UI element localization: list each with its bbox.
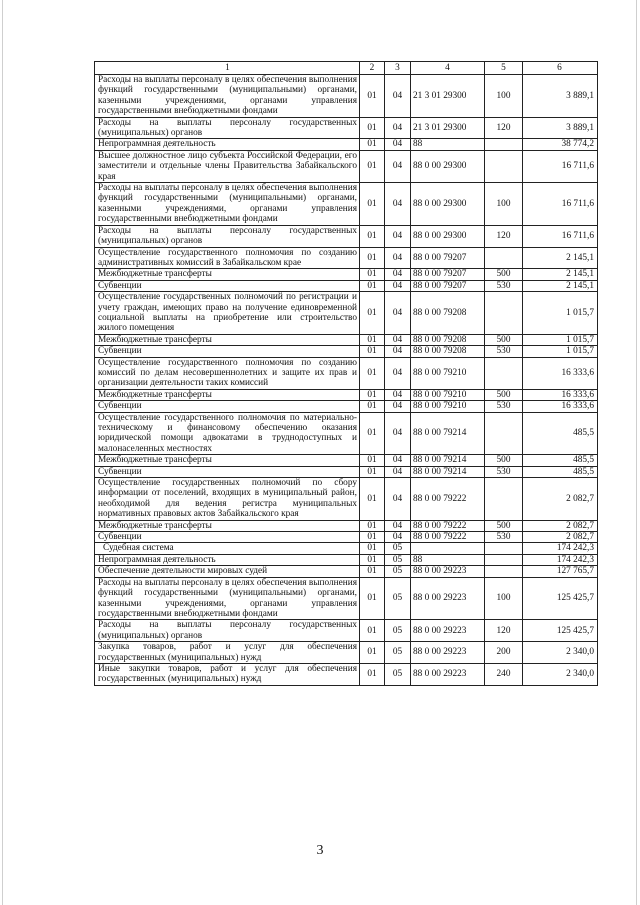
table-row	[95, 75, 598, 118]
expense-type-cell: 200	[485, 642, 523, 664]
table-row	[95, 642, 598, 664]
amount-cell: 125 425,7	[523, 620, 598, 642]
expense-type-cell: 530	[485, 346, 523, 357]
section-cell: 01	[360, 466, 385, 477]
section-cell: 01	[360, 139, 385, 150]
subsection-cell: 04	[385, 292, 411, 335]
target-item-cell: 88 0 00 79222	[411, 478, 485, 521]
header-cell: 5	[485, 62, 523, 75]
description-cell: Расходы на выплаты персоналу в целях обеспечения выполнения функций государственными (муниципальными) органами, казенными учреждениями, органами управления государственными внебюджетными фондами	[95, 183, 360, 226]
target-item-cell: 88 0 00 79214	[411, 466, 485, 477]
table-row	[95, 346, 598, 357]
target-item-cell: 88 0 00 29223	[411, 620, 485, 642]
table-row	[95, 554, 598, 565]
expense-type-cell: 500	[485, 269, 523, 280]
expense-type-cell: 500	[485, 389, 523, 400]
expense-type-cell: 530	[485, 280, 523, 291]
description-cell: Иные закупки товаров, работ и услуг для обеспечения государственных (муниципальных) нужд	[95, 663, 360, 685]
description-cell: Расходы на выплаты персоналу государственных (муниципальных) органов	[95, 117, 360, 139]
subsection-cell: 05	[385, 620, 411, 642]
section-cell: 01	[360, 543, 385, 554]
header-cell: 1	[95, 62, 360, 75]
target-item-cell: 88 0 00 79210	[411, 389, 485, 400]
table-row	[95, 401, 598, 412]
description-cell: Межбюджетные трансферты	[95, 269, 360, 280]
amount-cell: 16 333,6	[523, 357, 598, 389]
table-row	[95, 280, 598, 291]
section-cell: 01	[360, 75, 385, 118]
expense-type-cell	[485, 543, 523, 554]
description-cell: Субвенции	[95, 401, 360, 412]
subsection-cell: 04	[385, 334, 411, 345]
table-row	[95, 543, 598, 554]
amount-cell: 174 242,3	[523, 543, 598, 554]
section-cell: 01	[360, 478, 385, 521]
scan-edge-left	[2, 0, 3, 905]
section-cell: 01	[360, 566, 385, 577]
target-item-cell: 88 0 00 79210	[411, 401, 485, 412]
subsection-cell: 04	[385, 478, 411, 521]
description-cell: Субвенции	[95, 280, 360, 291]
description-cell: Высшее должностное лицо субъекта Российской Федерации, его заместители и отдельные члены Правительства Забайкальского края	[95, 150, 360, 182]
subsection-cell: 04	[385, 247, 411, 269]
target-item-cell: 88 0 00 29223	[411, 577, 485, 620]
table-row	[95, 247, 598, 269]
table-row	[95, 478, 598, 521]
section-cell: 01	[360, 532, 385, 543]
description-cell: Осуществление государственного полномочия по созданию комиссий по делам несовершеннолетних и защите их прав и организации деятельности таких комиссий	[95, 357, 360, 389]
amount-cell: 2 145,1	[523, 269, 598, 280]
table-row	[95, 139, 598, 150]
target-item-cell: 88 0 00 79208	[411, 346, 485, 357]
expense-type-cell	[485, 357, 523, 389]
target-item-cell	[411, 543, 485, 554]
table-row	[95, 577, 598, 620]
section-cell: 01	[360, 520, 385, 531]
amount-cell: 127 765,7	[523, 566, 598, 577]
table-row	[95, 183, 598, 226]
expense-type-cell: 500	[485, 520, 523, 531]
subsection-cell: 05	[385, 554, 411, 565]
subsection-cell: 05	[385, 543, 411, 554]
section-cell: 01	[360, 620, 385, 642]
section-cell: 01	[360, 455, 385, 466]
description-cell: Осуществление государственных полномочий по сбору информации от поселений, входящих в муниципальный район, необходимой для ведения регистра муниципальных нормативных правовых актов Забайкальского края	[95, 478, 360, 521]
expense-type-cell	[485, 247, 523, 269]
expense-type-cell	[485, 566, 523, 577]
section-cell: 01	[360, 150, 385, 182]
description-cell: Субвенции	[95, 532, 360, 543]
table-row	[95, 292, 598, 335]
subsection-cell: 04	[385, 520, 411, 531]
table-row	[95, 455, 598, 466]
description-cell: Межбюджетные трансферты	[95, 389, 360, 400]
table-row	[95, 117, 598, 139]
expense-type-cell: 500	[485, 455, 523, 466]
expense-type-cell: 530	[485, 532, 523, 543]
description-cell: Расходы на выплаты персоналу государственных (муниципальных) органов	[95, 225, 360, 247]
table-row	[95, 150, 598, 182]
expense-type-cell	[485, 478, 523, 521]
expense-type-cell: 530	[485, 466, 523, 477]
subsection-cell: 04	[385, 357, 411, 389]
amount-cell: 2 082,7	[523, 520, 598, 531]
section-cell: 01	[360, 401, 385, 412]
description-cell: Судебная система	[95, 543, 360, 554]
amount-cell: 485,5	[523, 466, 598, 477]
subsection-cell: 04	[385, 75, 411, 118]
description-cell: Субвенции	[95, 466, 360, 477]
subsection-cell: 04	[385, 532, 411, 543]
section-cell: 01	[360, 292, 385, 335]
section-cell: 01	[360, 247, 385, 269]
target-item-cell: 88 0 00 79214	[411, 412, 485, 455]
target-item-cell: 88 0 00 79208	[411, 292, 485, 335]
expense-type-cell: 500	[485, 334, 523, 345]
description-cell: Обеспечение деятельности мировых судей	[95, 566, 360, 577]
expense-type-cell	[485, 292, 523, 335]
subsection-cell: 04	[385, 117, 411, 139]
amount-cell: 2 340,0	[523, 642, 598, 664]
target-item-cell: 88 0 00 29223	[411, 566, 485, 577]
header-cell: 2	[360, 62, 385, 75]
expense-type-cell: 120	[485, 620, 523, 642]
section-cell: 01	[360, 225, 385, 247]
table-row	[95, 532, 598, 543]
subsection-cell: 05	[385, 642, 411, 664]
subsection-cell: 05	[385, 577, 411, 620]
subsection-cell: 04	[385, 455, 411, 466]
table-row	[95, 269, 598, 280]
section-cell: 01	[360, 357, 385, 389]
expense-type-cell: 120	[485, 117, 523, 139]
target-item-cell: 88 0 00 79207	[411, 269, 485, 280]
description-cell: Межбюджетные трансферты	[95, 334, 360, 345]
target-item-cell: 88 0 00 29300	[411, 183, 485, 226]
expense-type-cell: 100	[485, 75, 523, 118]
subsection-cell: 04	[385, 139, 411, 150]
table-row	[95, 334, 598, 345]
section-cell: 01	[360, 280, 385, 291]
subsection-cell: 04	[385, 412, 411, 455]
section-cell: 01	[360, 554, 385, 565]
expense-type-cell	[485, 139, 523, 150]
section-cell: 01	[360, 346, 385, 357]
amount-cell: 1 015,7	[523, 334, 598, 345]
amount-cell: 16 333,6	[523, 401, 598, 412]
expense-type-cell: 530	[485, 401, 523, 412]
table-row	[95, 389, 598, 400]
amount-cell: 2 082,7	[523, 532, 598, 543]
page-number: 3	[316, 843, 324, 858]
target-item-cell: 88 0 00 29300	[411, 225, 485, 247]
expense-type-cell	[485, 150, 523, 182]
amount-cell: 485,5	[523, 455, 598, 466]
subsection-cell: 04	[385, 280, 411, 291]
target-item-cell: 21 3 01 29300	[411, 117, 485, 139]
header-cell: 4	[411, 62, 485, 75]
section-cell: 01	[360, 269, 385, 280]
amount-cell: 125 425,7	[523, 577, 598, 620]
table-row	[95, 357, 598, 389]
description-cell: Межбюджетные трансферты	[95, 455, 360, 466]
section-cell: 01	[360, 117, 385, 139]
amount-cell: 485,5	[523, 412, 598, 455]
table-row	[95, 225, 598, 247]
table-row	[95, 412, 598, 455]
amount-cell: 16 711,6	[523, 183, 598, 226]
target-item-cell: 88 0 00 29300	[411, 150, 485, 182]
amount-cell: 16 711,6	[523, 225, 598, 247]
expense-type-cell	[485, 412, 523, 455]
target-item-cell: 88 0 00 79222	[411, 520, 485, 531]
subsection-cell: 04	[385, 150, 411, 182]
amount-cell: 1 015,7	[523, 292, 598, 335]
target-item-cell: 88 0 00 79214	[411, 455, 485, 466]
section-cell: 01	[360, 577, 385, 620]
expense-type-cell: 100	[485, 183, 523, 226]
target-item-cell: 88 0 00 79208	[411, 334, 485, 345]
subsection-cell: 05	[385, 663, 411, 685]
table-row	[95, 466, 598, 477]
scan-edge-right	[636, 0, 637, 905]
target-item-cell: 88 0 00 29223	[411, 642, 485, 664]
subsection-cell: 04	[385, 346, 411, 357]
amount-cell: 2 145,1	[523, 280, 598, 291]
subsection-cell: 04	[385, 225, 411, 247]
amount-cell: 2 082,7	[523, 478, 598, 521]
target-item-cell: 88	[411, 554, 485, 565]
section-cell: 01	[360, 412, 385, 455]
amount-cell: 3 889,1	[523, 117, 598, 139]
description-cell: Расходы на выплаты персоналу в целях обеспечения выполнения функций государственными (муниципальными) органами, казенными учреждениями, органами управления государственными внебюджетными фондами	[95, 75, 360, 118]
target-item-cell: 88 0 00 29223	[411, 663, 485, 685]
expense-type-cell: 240	[485, 663, 523, 685]
subsection-cell: 04	[385, 389, 411, 400]
section-cell: 01	[360, 642, 385, 664]
expense-type-cell	[485, 554, 523, 565]
table-row	[95, 520, 598, 531]
amount-cell: 174 242,3	[523, 554, 598, 565]
amount-cell: 2 340,0	[523, 663, 598, 685]
subsection-cell: 04	[385, 269, 411, 280]
amount-cell: 3 889,1	[523, 75, 598, 118]
target-item-cell: 88 0 00 79210	[411, 357, 485, 389]
description-cell: Осуществление государственного полномочия по материально-техническому и финансовому обеспечению оказания юридической помощи адвокатами в труднодоступных и малонаселенных местностях	[95, 412, 360, 455]
amount-cell: 16 333,6	[523, 389, 598, 400]
subsection-cell: 05	[385, 566, 411, 577]
section-cell: 01	[360, 663, 385, 685]
amount-cell: 38 774,2	[523, 139, 598, 150]
table-row	[95, 566, 598, 577]
description-cell: Расходы на выплаты персоналу в целях обеспечения выполнения функций государственными (муниципальными) органами, казенными учреждениями, органами управления государственными внебюджетными фондами	[95, 577, 360, 620]
subsection-cell: 04	[385, 401, 411, 412]
table-row	[95, 663, 598, 685]
target-item-cell: 88 0 00 79207	[411, 247, 485, 269]
target-item-cell: 88	[411, 139, 485, 150]
description-cell: Непрограммная деятельность	[95, 554, 360, 565]
description-cell: Межбюджетные трансферты	[95, 520, 360, 531]
description-cell: Расходы на выплаты персоналу государственных (муниципальных) органов	[95, 620, 360, 642]
description-cell: Осуществление государственного полномочия по созданию административных комиссий в Забайкальском крае	[95, 247, 360, 269]
table-row	[95, 620, 598, 642]
header-cell: 3	[385, 62, 411, 75]
amount-cell: 2 145,1	[523, 247, 598, 269]
budget-table	[94, 61, 598, 686]
target-item-cell: 21 3 01 29300	[411, 75, 485, 118]
subsection-cell: 04	[385, 466, 411, 477]
section-cell: 01	[360, 389, 385, 400]
table-header-row	[95, 62, 598, 75]
section-cell: 01	[360, 334, 385, 345]
expense-type-cell: 120	[485, 225, 523, 247]
budget-table-container	[94, 61, 598, 686]
description-cell: Осуществление государственных полномочий по регистрации и учету граждан, имеющих право на получение единовременной социальной выплаты на приобретение или строительство жилого помещения	[95, 292, 360, 335]
expense-type-cell: 100	[485, 577, 523, 620]
description-cell: Закупка товаров, работ и услуг для обеспечения государственных (муниципальных) нужд	[95, 642, 360, 664]
target-item-cell: 88 0 00 79222	[411, 532, 485, 543]
section-cell: 01	[360, 183, 385, 226]
target-item-cell: 88 0 00 79207	[411, 280, 485, 291]
amount-cell: 16 711,6	[523, 150, 598, 182]
subsection-cell: 04	[385, 183, 411, 226]
description-cell: Субвенции	[95, 346, 360, 357]
description-cell: Непрограммная деятельность	[95, 139, 360, 150]
header-cell: 6	[523, 62, 598, 75]
amount-cell: 1 015,7	[523, 346, 598, 357]
